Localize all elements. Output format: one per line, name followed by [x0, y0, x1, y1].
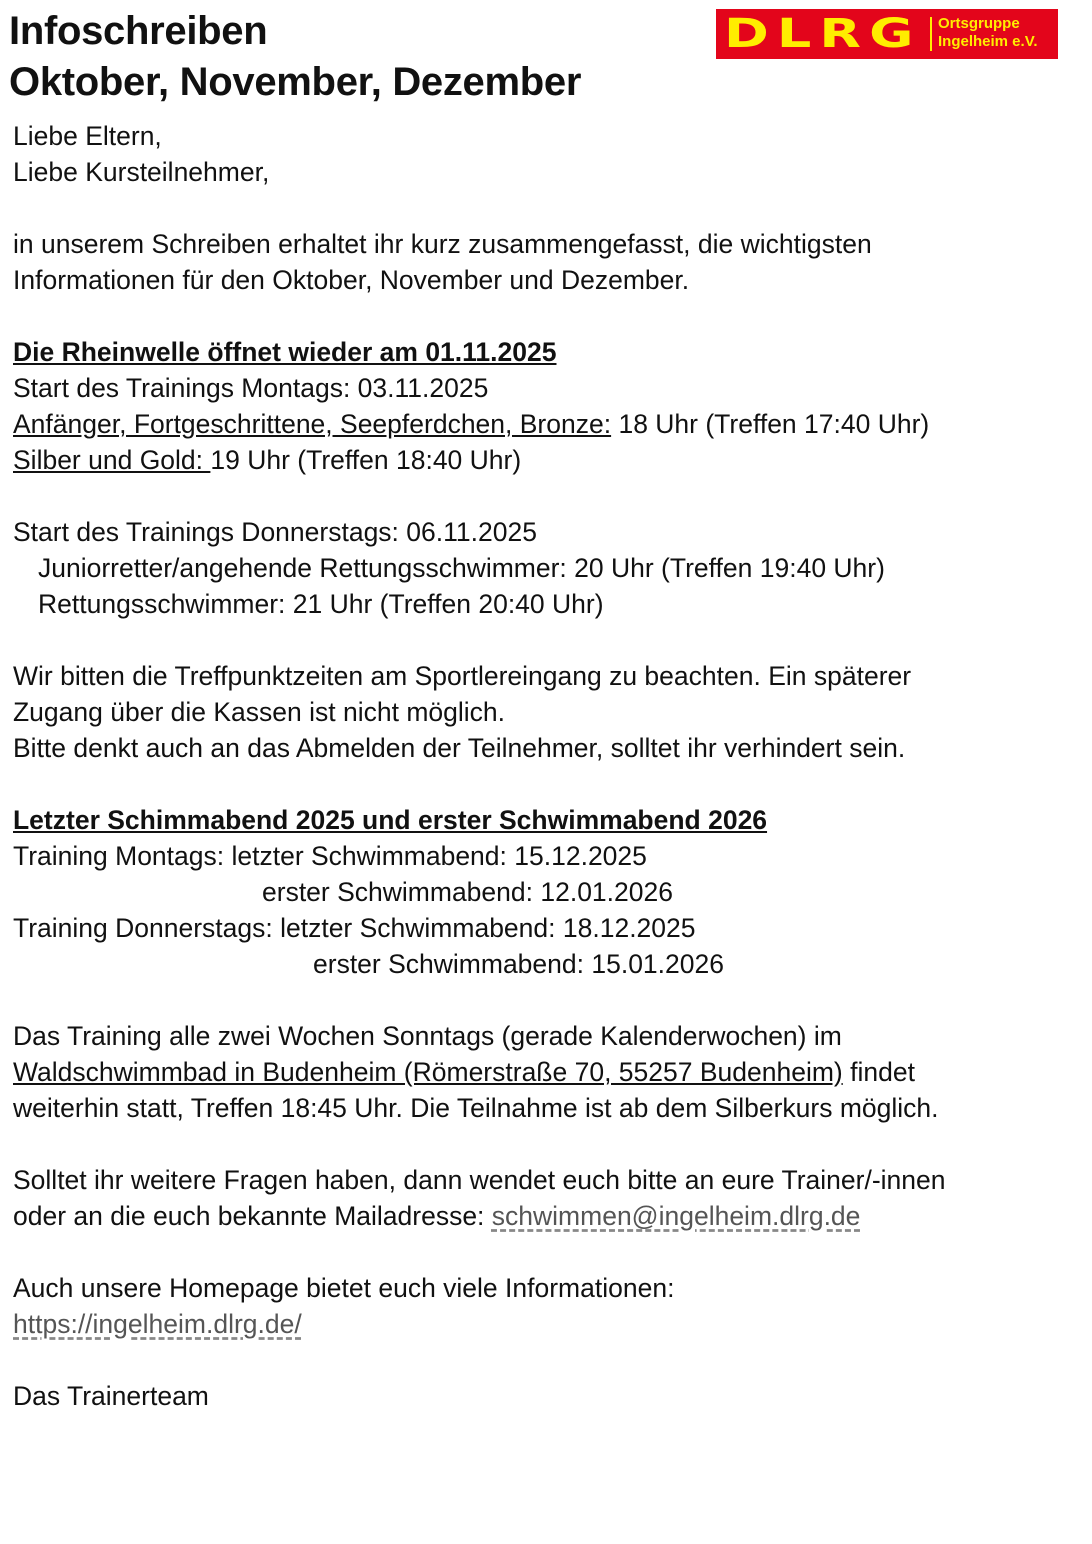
- logo-divider: [930, 17, 932, 51]
- logo-subtitle-line-2: Ingelheim e.V.: [938, 33, 1038, 50]
- group-time-beginners: 18 Uhr (Treffen 17:40 Uhr): [611, 409, 930, 439]
- logo-subtitle-line-1: Ortsgruppe: [938, 15, 1020, 32]
- note-line-2: Zugang über die Kassen ist nicht möglich.: [13, 697, 505, 727]
- group-time-silver-gold: 19 Uhr (Treffen 18:40 Uhr): [210, 445, 522, 475]
- thursday-first-evening: erster Schwimmabend: 15.01.2026: [313, 949, 724, 979]
- homepage-line-1: Auch unsere Homepage bietet euch viele Informationen:: [13, 1273, 675, 1303]
- greeting-participants: Liebe Kursteilnehmer,: [13, 157, 270, 187]
- group-label-beginners: Anfänger, Fortgeschrittene, Seepferdchen, Bronze:: [13, 409, 612, 439]
- dlrg-logo: [716, 9, 1058, 59]
- signature: Das Trainerteam: [13, 1381, 209, 1411]
- title-line-2: Oktober, November, Dezember: [9, 60, 582, 104]
- spacer: [13, 1234, 1083, 1270]
- email-link[interactable]: schwimmen@ingelheim.dlrg.de: [491, 1201, 861, 1231]
- group-label-silver-gold: Silber und Gold:: [13, 445, 211, 475]
- intro-line-2: Informationen für den Oktober, November und Dezember.: [13, 265, 690, 295]
- spacer: [13, 190, 1083, 226]
- section-heading-last-first: Letzter Schimmabend 2025 und erster Schwimmabend 2026: [13, 805, 768, 835]
- spacer: [13, 622, 1083, 658]
- greeting-parents: Liebe Eltern,: [13, 121, 162, 151]
- spacer: [13, 1342, 1083, 1378]
- thursday-last-evening: Training Donnerstags: letzter Schwimmabend: 18.12.2025: [13, 913, 696, 943]
- logo-subtitle: [938, 15, 1038, 51]
- sunday-line-2: [13, 1054, 1083, 1090]
- page-title: [9, 6, 581, 108]
- logo-mark: DLRG: [724, 11, 922, 57]
- intro-line-1: in unserem Schreiben erhaltet ihr kurz zusammengefasst, die wichtigsten: [13, 229, 872, 259]
- homepage-link[interactable]: https://ingelheim.dlrg.de/: [13, 1309, 302, 1339]
- schedule-silver-gold: [13, 442, 1083, 478]
- sunday-line-1: Das Training alle zwei Wochen Sonntags (gerade Kalenderwochen) im: [13, 1021, 842, 1051]
- monday-start: Start des Trainings Montags: 03.11.2025: [13, 373, 489, 403]
- spacer: [13, 298, 1083, 334]
- schedule-junior-rescuers: Juniorretter/angehende Rettungsschwimmer: 20 Uhr (Treffen 19:40 Uhr): [38, 553, 885, 583]
- monday-first-evening: erster Schwimmabend: 12.01.2026: [262, 877, 673, 907]
- sunday-line-3: weiterhin statt, Treffen 18:45 Uhr. Die Teilnahme ist ab dem Silberkurs möglich.: [13, 1093, 939, 1123]
- contact-prefix: oder an die euch bekannte Mailadresse:: [13, 1201, 492, 1231]
- letter-body: [13, 118, 1083, 1414]
- homepage-line-2: [13, 1306, 1083, 1342]
- spacer: [13, 766, 1083, 802]
- contact-line-1: Solltet ihr weitere Fragen haben, dann wendet euch bitte an eure Trainer/-innen: [13, 1165, 946, 1195]
- spacer: [13, 982, 1083, 1018]
- spacer: [13, 478, 1083, 514]
- note-line-3: Bitte denkt auch an das Abmelden der Teilnehmer, solltet ihr verhindert sein.: [13, 733, 906, 763]
- monday-last-evening: Training Montags: letzter Schwimmabend: 15.12.2025: [13, 841, 647, 871]
- sunday-line-2-rest: findet: [842, 1057, 915, 1087]
- schedule-rescuers: Rettungsschwimmer: 21 Uhr (Treffen 20:40 Uhr): [38, 589, 604, 619]
- spacer: [13, 1126, 1083, 1162]
- sunday-location: Waldschwimmbad in Budenheim (Römerstraße 70, 55257 Budenheim): [13, 1057, 843, 1087]
- schedule-beginners: [13, 406, 1083, 442]
- thursday-start: Start des Trainings Donnerstags: 06.11.2025: [13, 517, 537, 547]
- contact-line-2: [13, 1198, 1083, 1234]
- note-line-1: Wir bitten die Treffpunktzeiten am Sportlereingang zu beachten. Ein späterer: [13, 661, 912, 691]
- title-line-1: Infoschreiben: [9, 9, 268, 53]
- section-heading-rheinwelle: Die Rheinwelle öffnet wieder am 01.11.2025: [13, 337, 557, 367]
